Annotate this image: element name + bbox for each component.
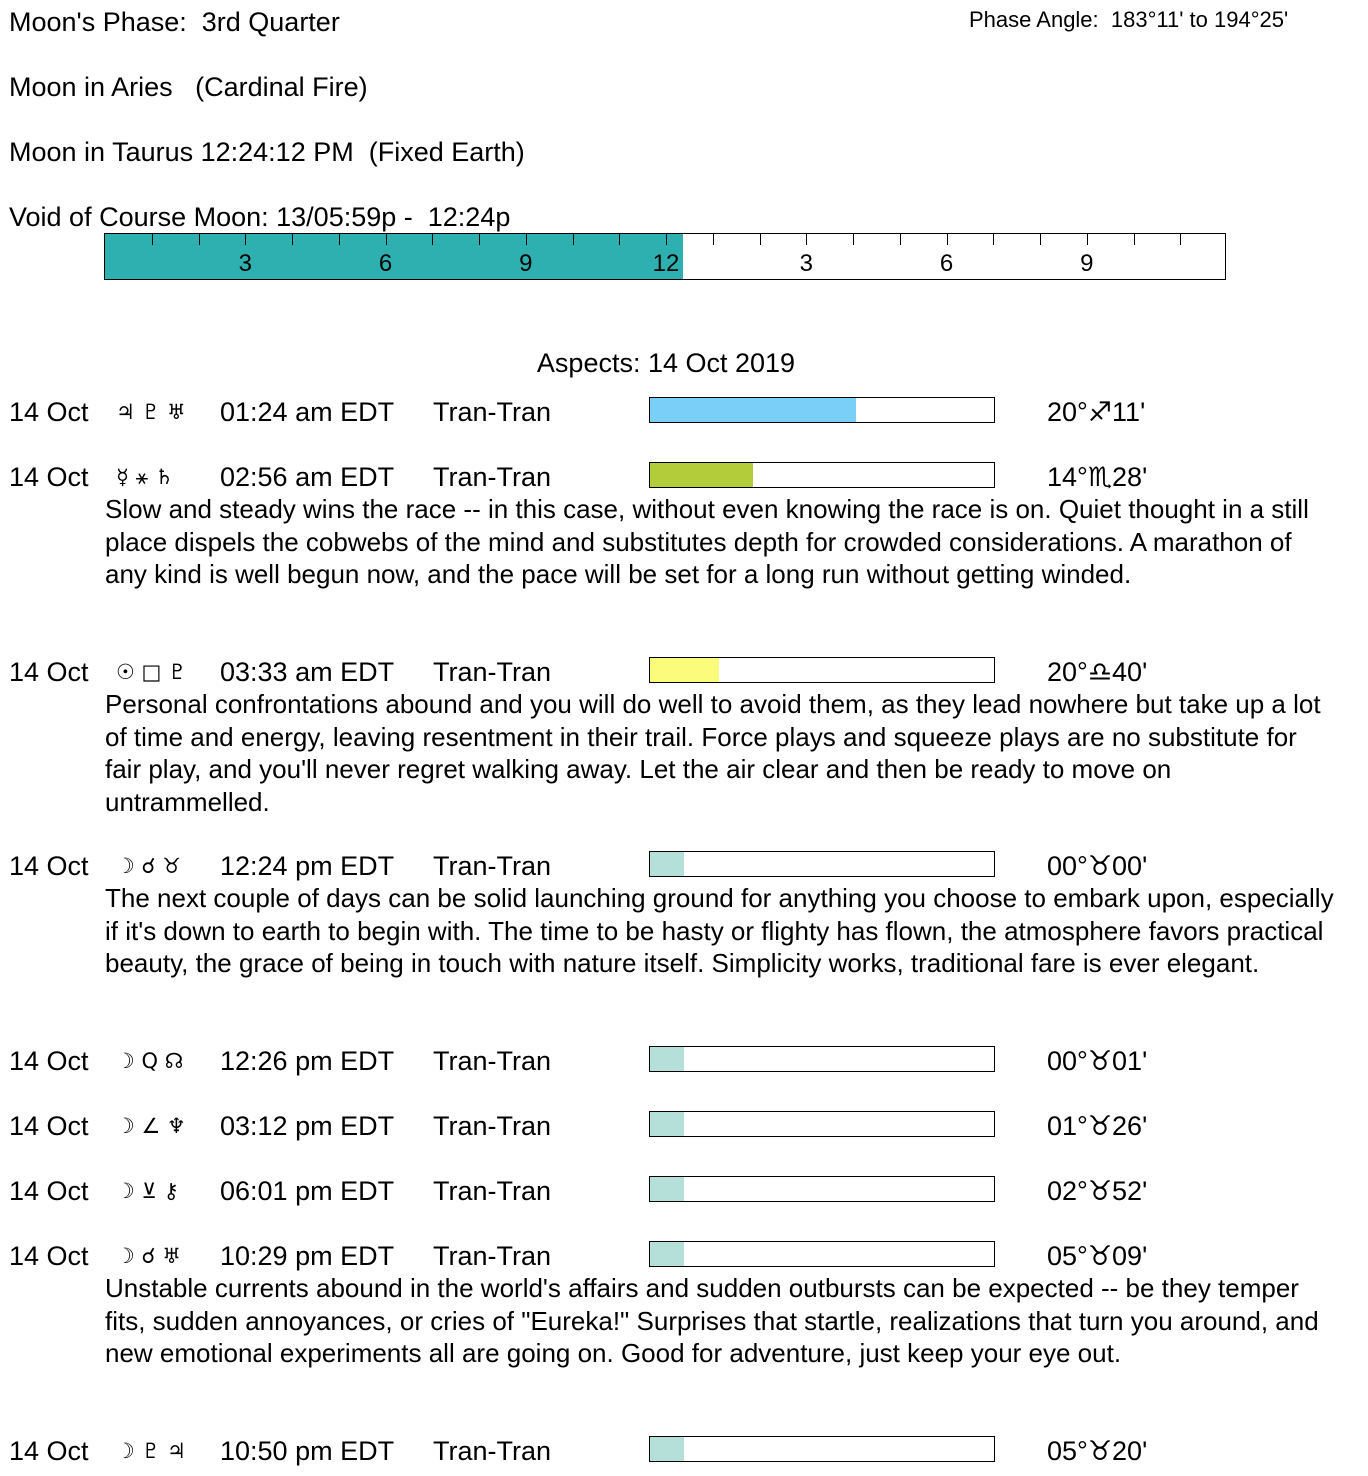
- aspect-strength-fill: [650, 1437, 684, 1461]
- timeline-hour-label: 3: [238, 250, 252, 277]
- void-of-course-timeline: [104, 233, 1226, 280]
- timeline-hour-label: 12: [652, 250, 680, 277]
- aspect-symbols-icon: ☽ ♇ ♃: [116, 1439, 186, 1463]
- aspect-position: 20°♎40': [1047, 657, 1148, 687]
- timeline-tick: [339, 234, 340, 245]
- phase-angle: Phase Angle: 183°11' to 194°25': [969, 7, 1289, 32]
- timeline-hour-label: 6: [378, 250, 393, 277]
- aspect-time: 06:01 pm EDT: [220, 1176, 395, 1206]
- timeline-tick: [1040, 234, 1041, 245]
- aspect-entry: [0, 396, 1368, 428]
- aspect-type: Tran-Tran: [433, 1176, 552, 1206]
- aspect-strength-bar: [649, 1436, 995, 1462]
- timeline-tick: [432, 234, 433, 245]
- aspect-date: 14 Oct: [9, 1241, 89, 1271]
- aspect-date: 14 Oct: [9, 1436, 89, 1466]
- timeline-tick: [947, 234, 948, 245]
- aspect-entry: [0, 850, 1368, 980]
- aspect-position: 14°♏28': [1047, 462, 1148, 492]
- aspect-entry: [0, 1175, 1368, 1207]
- aspect-strength-bar: [649, 851, 995, 877]
- aspect-strength-fill: [650, 1242, 684, 1266]
- moon-sign-taurus: Moon in Taurus 12:24:12 PM (Fixed Earth): [9, 137, 525, 167]
- timeline-tick: [386, 234, 387, 245]
- aspect-type: Tran-Tran: [433, 1111, 552, 1141]
- aspect-entry: [0, 656, 1368, 818]
- aspect-time: 12:24 pm EDT: [220, 851, 395, 881]
- timeline-hour-label: 6: [939, 250, 954, 277]
- timeline-tick: [760, 234, 761, 245]
- timeline-hour-label: 9: [1080, 250, 1094, 277]
- aspect-description: Personal confrontations abound and you will do well to avoid them, as they lead nowhere but take up a lot of time and energy, leaving resentment in their trail. Force plays and squeeze plays are no substitute for fair play, and you'll never regret walking away. Let the air clear and then be ready to move on untrammelled.: [105, 689, 1321, 817]
- aspect-symbols-icon: ☽ ⊻ ⚷: [116, 1179, 179, 1203]
- timeline-tick: [573, 234, 574, 245]
- aspect-description: The next couple of days can be solid launching ground for anything you choose to embark upon, especially if it's down to earth to begin with. The time to be hasty or flighty has flown, the atmosphere favors practical beauty, the grace of being in touch with nature itself. Simplicity works, traditional fare is ever elegant.: [105, 883, 1334, 978]
- aspect-time: 03:12 pm EDT: [220, 1111, 395, 1141]
- timeline-tick: [1087, 234, 1088, 245]
- aspect-date: 14 Oct: [9, 851, 89, 881]
- aspects-title: Aspects: 14 Oct 2019: [536, 348, 796, 378]
- timeline-tick: [245, 234, 246, 245]
- aspect-row: [0, 1110, 1368, 1142]
- aspect-position: 05°♉20': [1047, 1436, 1148, 1466]
- void-of-course-fill: [105, 234, 683, 279]
- aspect-entry: [0, 1435, 1368, 1467]
- aspect-date: 14 Oct: [9, 1111, 89, 1141]
- aspect-row: [0, 656, 1368, 688]
- aspect-symbols-icon: ☽ Q ☊: [116, 1049, 184, 1073]
- aspect-row: [0, 850, 1368, 882]
- aspect-position: 01°♉26': [1047, 1111, 1148, 1141]
- void-of-course: Void of Course Moon: 13/05:59p - 12:24p: [9, 202, 511, 232]
- aspect-strength-bar: [649, 1241, 995, 1267]
- timeline-tick: [713, 234, 714, 245]
- aspect-symbols-icon: ☽ ☌ ♉: [116, 854, 182, 878]
- aspect-strength-fill: [650, 852, 684, 876]
- aspect-strength-fill: [650, 658, 719, 682]
- aspect-description: Slow and steady wins the race -- in this case, without even knowing the race is on. Quiet thought in a still place dispels the cobwebs of the mind and substitutes depth for crowded considerations. A marathon of any kind is well begun now, and the pace will be set for a long run without getting winded.: [105, 494, 1309, 589]
- aspect-time: 03:33 am EDT: [220, 657, 395, 687]
- aspect-type: Tran-Tran: [433, 851, 552, 881]
- aspect-type: Tran-Tran: [433, 657, 552, 687]
- aspect-row: [0, 1175, 1368, 1207]
- aspect-symbols-icon: ☿ ⚹ ♄: [116, 465, 174, 489]
- aspect-strength-bar: [649, 462, 995, 488]
- aspect-strength-bar: [649, 1176, 995, 1202]
- timeline-tick: [619, 234, 620, 245]
- timeline-tick: [806, 234, 807, 245]
- aspect-symbols-icon: ☽ ∠ ♆: [116, 1114, 186, 1138]
- aspect-position: 02°♉52': [1047, 1176, 1148, 1206]
- timeline-tick: [1134, 234, 1135, 245]
- aspect-date: 14 Oct: [9, 657, 89, 687]
- aspect-position: 20°♐11': [1047, 397, 1146, 427]
- timeline-tick: [993, 234, 994, 245]
- aspect-row: [0, 1435, 1368, 1467]
- aspect-row: [0, 461, 1368, 493]
- aspect-position: 00°♉01': [1047, 1046, 1148, 1076]
- aspect-date: 14 Oct: [9, 397, 89, 427]
- aspect-strength-fill: [650, 398, 856, 422]
- moon-phase: Moon's Phase: 3rd Quarter: [9, 7, 340, 37]
- aspect-entry: [0, 1110, 1368, 1142]
- aspect-strength-fill: [650, 1177, 684, 1201]
- aspect-strength-bar: [649, 657, 995, 683]
- aspect-entry: [0, 461, 1368, 591]
- aspect-type: Tran-Tran: [433, 1046, 552, 1076]
- timeline-hour-label: 3: [799, 250, 813, 277]
- timeline-tick: [1180, 234, 1181, 245]
- aspect-time: 10:29 pm EDT: [220, 1241, 395, 1271]
- aspect-symbols-icon: ☉ □ ♇: [116, 660, 187, 684]
- aspect-date: 14 Oct: [9, 462, 89, 492]
- aspect-type: Tran-Tran: [433, 462, 552, 492]
- aspect-position: 05°♉09': [1047, 1241, 1148, 1271]
- aspect-strength-bar: [649, 1111, 995, 1137]
- aspect-position: 00°♉00': [1047, 851, 1148, 881]
- timeline-tick: [526, 234, 527, 245]
- aspect-strength-fill: [650, 1047, 684, 1071]
- aspect-time: 01:24 am EDT: [220, 397, 395, 427]
- aspect-strength-bar: [649, 1046, 995, 1072]
- timeline-hour-label: 9: [519, 250, 533, 277]
- aspect-time: 12:26 pm EDT: [220, 1046, 395, 1076]
- timeline-tick: [666, 234, 667, 245]
- aspect-time: 10:50 pm EDT: [220, 1436, 395, 1466]
- aspect-entry: [0, 1240, 1368, 1370]
- aspect-row: [0, 396, 1368, 428]
- aspect-symbols-icon: ♃ ♇ ♅: [116, 400, 186, 424]
- aspect-row: [0, 1045, 1368, 1077]
- aspect-entry: [0, 1045, 1368, 1077]
- aspect-strength-fill: [650, 1112, 684, 1136]
- aspect-strength-fill: [650, 463, 753, 487]
- aspect-type: Tran-Tran: [433, 1241, 552, 1271]
- timeline-tick: [152, 234, 153, 245]
- aspect-row: [0, 1240, 1368, 1272]
- timeline-tick: [479, 234, 480, 245]
- aspect-type: Tran-Tran: [433, 1436, 552, 1466]
- moon-sign-aries: Moon in Aries (Cardinal Fire): [9, 72, 368, 102]
- aspect-time: 02:56 am EDT: [220, 462, 395, 492]
- aspect-strength-bar: [649, 397, 995, 423]
- aspect-date: 14 Oct: [9, 1046, 89, 1076]
- aspect-date: 14 Oct: [9, 1176, 89, 1206]
- timeline-tick: [853, 234, 854, 245]
- aspect-type: Tran-Tran: [433, 397, 552, 427]
- timeline-tick: [292, 234, 293, 245]
- timeline-tick: [199, 234, 200, 245]
- aspect-description: Unstable currents abound in the world's affairs and sudden outbursts can be expected -- be they temper fits, sudden annoyances, or cries of "Eureka!" Surprises that startle, realizations that turn you around, and new emotional experiments all are going on. Good for adventure, just keep your eye out.: [105, 1273, 1319, 1368]
- timeline-tick: [900, 234, 901, 245]
- aspect-symbols-icon: ☽ ☌ ♅: [116, 1244, 182, 1268]
